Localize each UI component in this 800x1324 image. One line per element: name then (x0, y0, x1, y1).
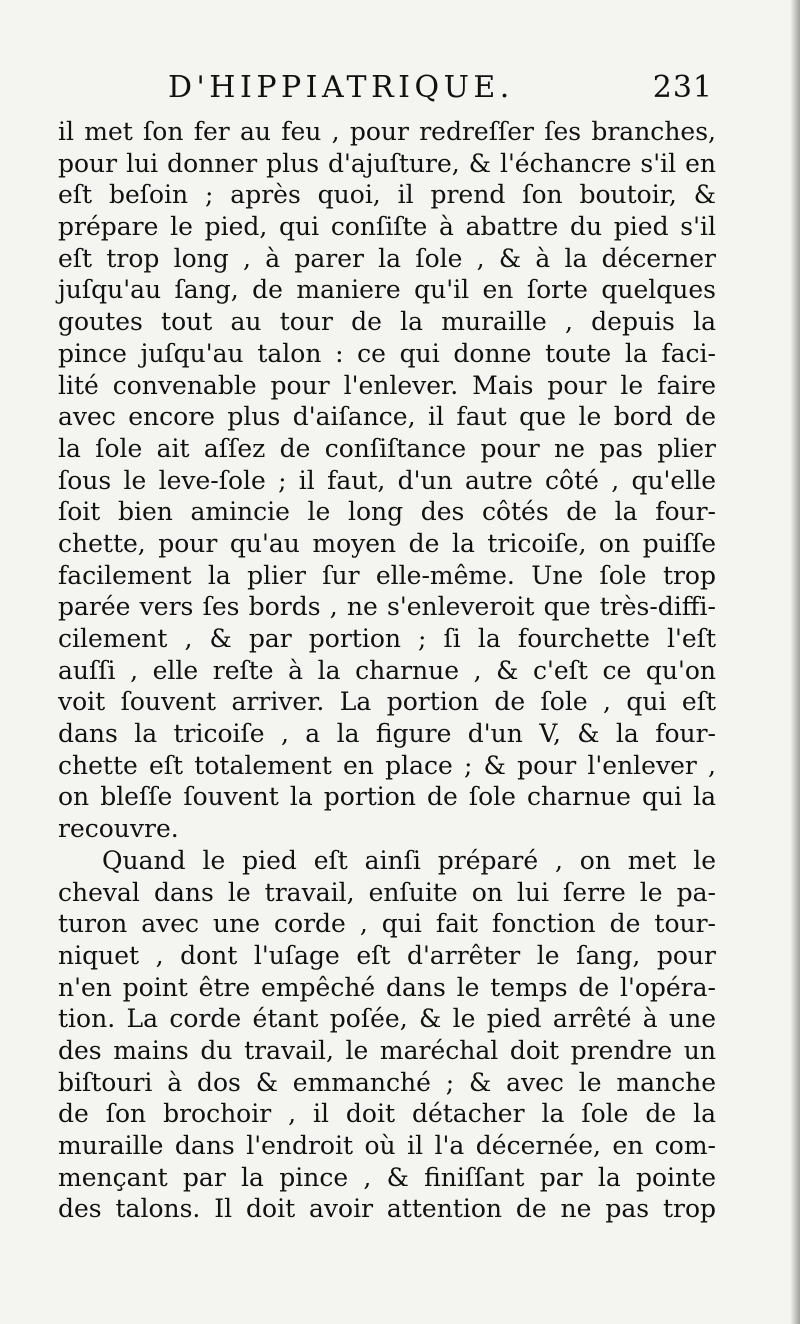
text-line: des talons. Il doit avoir attention de ne pas trop (58, 1194, 716, 1224)
text-line: turon avec une corde , qui fait fonction de tour- (58, 909, 716, 939)
running-title: D'HIPPIATRIQUE. (168, 70, 514, 105)
text-line: cheval dans le travail, enſuite on lui ſerre le pa- (58, 877, 716, 907)
page-header (168, 60, 713, 108)
page-edge-shadow (790, 0, 800, 1324)
text-line: cilement , & par portion ; ſi la fourchette l'eſt (58, 624, 716, 653)
text-line: niquet , dont l'uſage eſt d'arrêter le ſang, pour (58, 940, 716, 970)
text-line: muraille dans l'endroit où il l'a décernée, en com- (58, 1131, 716, 1160)
text-line: goutes tout au tour de la muraille , depuis la (58, 307, 716, 337)
text-line: Quand le pied eſt ainſi préparé , on met le (102, 845, 716, 875)
text-line: auſſi , elle reſte à la charnue , & c'eſt ce qu'on (58, 655, 716, 685)
text-line: la ſole ait aſſez de conſiſtance pour ne pas plier (58, 433, 716, 463)
text-line: chette, pour qu'au moyen de la tricoiſe, on puiſſe (58, 528, 716, 558)
text-line: tion. La corde étant poſée, & le pied arrêté à une (58, 1004, 716, 1034)
text-line: des mains du travail, le maréchal doit prendre un (58, 1035, 716, 1065)
text-line: n'en point être empêché dans le temps de l'opéra- (58, 972, 716, 1002)
text-line: juſqu'au ſang, de maniere qu'il en ſorte quelques (58, 275, 716, 305)
text-line: parée vers ſes bords , ne s'enleveroit que très-diffi- (58, 592, 716, 622)
text-line: ſoit bien amincie le long des côtés de la four- (58, 497, 716, 527)
text-line: voit ſouvent arriver. La portion de ſole , qui eſt (58, 687, 716, 717)
text-line: pour lui donner plus d'ajuſture, & l'échancre s'il en (58, 148, 716, 178)
paragraph-1 (58, 116, 716, 845)
text-line: de ſon brochoir , il doit détacher la ſole de la (58, 1099, 716, 1129)
text-line: il met ſon fer au feu , pour redreſſer ſes branches, (58, 117, 716, 146)
text-line: biſtouri à dos & emmanché ; & avec le manche (58, 1067, 716, 1097)
text-line: lité convenable pour l'enlever. Mais pour le faire (58, 370, 716, 400)
page-number: 231 (652, 70, 713, 105)
text-line: on bleſſe ſouvent la portion de ſole charnue qui la (58, 782, 716, 812)
text-line: eſt beſoin ; après quoi, il prend ſon boutoir, & (58, 180, 716, 210)
text-line: eſt trop long , à parer la ſole , & à la décerner (58, 243, 716, 273)
text-line: dans la tricoiſe , a la figure d'un V, & la four- (58, 719, 716, 749)
text-line: ſous le leve-ſole ; il faut, d'un autre côté , qu'elle (58, 465, 716, 495)
text-line: facilement la plier ſur elle-même. Une ſole trop (58, 560, 716, 590)
text-line: prépare le pied, qui conſiſte à abattre du pied s'il (58, 212, 716, 242)
body-text (58, 116, 716, 1225)
text-line: recouvre. (58, 814, 179, 844)
paragraph-2 (58, 845, 716, 1225)
text-line: pince juſqu'au talon : ce qui donne toute la faci- (58, 338, 716, 368)
text-line: mençant par la pince , & finiſſant par la pointe (58, 1162, 716, 1192)
text-line: chette eſt totalement en place ; & pour l'enlever , (58, 750, 716, 780)
text-line: avec encore plus d'aiſance, il faut que le bord de (58, 402, 716, 432)
